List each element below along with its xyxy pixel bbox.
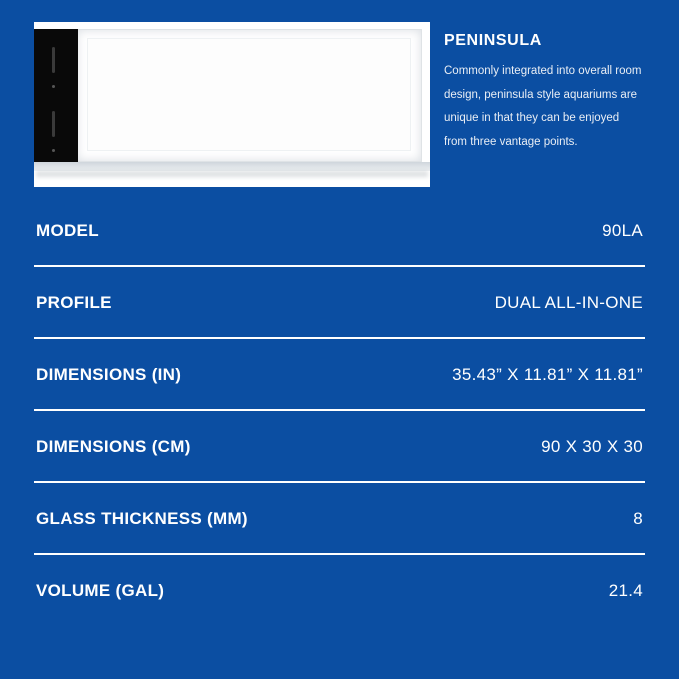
table-row (34, 207, 645, 265)
category-title: PENINSULA (444, 32, 542, 49)
spec-value: DUAL ALL-IN-ONE (494, 293, 643, 312)
table-row (34, 265, 645, 337)
aquarium-base (34, 162, 430, 171)
spec-label: MODEL (36, 221, 99, 240)
spec-label: DIMENSIONS (IN) (36, 365, 182, 384)
spec-value: 90 X 30 X 30 (541, 437, 643, 456)
aquarium-shadow (36, 171, 428, 177)
spec-label: GLASS THICKNESS (MM) (36, 509, 248, 528)
product-description-block (430, 22, 645, 154)
table-row (34, 481, 645, 553)
table-row (34, 409, 645, 481)
product-photo (34, 22, 430, 187)
product-header (0, 0, 679, 187)
chamber-slot-icon (52, 111, 55, 137)
chamber-dot-icon (52, 149, 55, 152)
aquarium-glass (76, 29, 422, 162)
category-description: Commonly integrated into overall room design, peninsula style aquariums are unique in that they can be enjoyed from three vantage points. (444, 65, 642, 148)
spec-label: DIMENSIONS (CM) (36, 437, 191, 456)
spec-table (34, 207, 645, 625)
chamber-dot-icon (52, 85, 55, 88)
table-row (34, 337, 645, 409)
spec-value: 35.43” X 11.81” X 11.81” (452, 365, 643, 384)
aquarium-overflow-chamber (34, 29, 78, 162)
table-row (34, 553, 645, 625)
spec-label: PROFILE (36, 293, 112, 312)
spec-value: 8 (633, 509, 643, 528)
spec-value: 21.4 (608, 581, 643, 600)
spec-value: 90LA (602, 221, 643, 240)
chamber-slot-icon (52, 47, 55, 73)
spec-label: VOLUME (GAL) (36, 581, 165, 600)
